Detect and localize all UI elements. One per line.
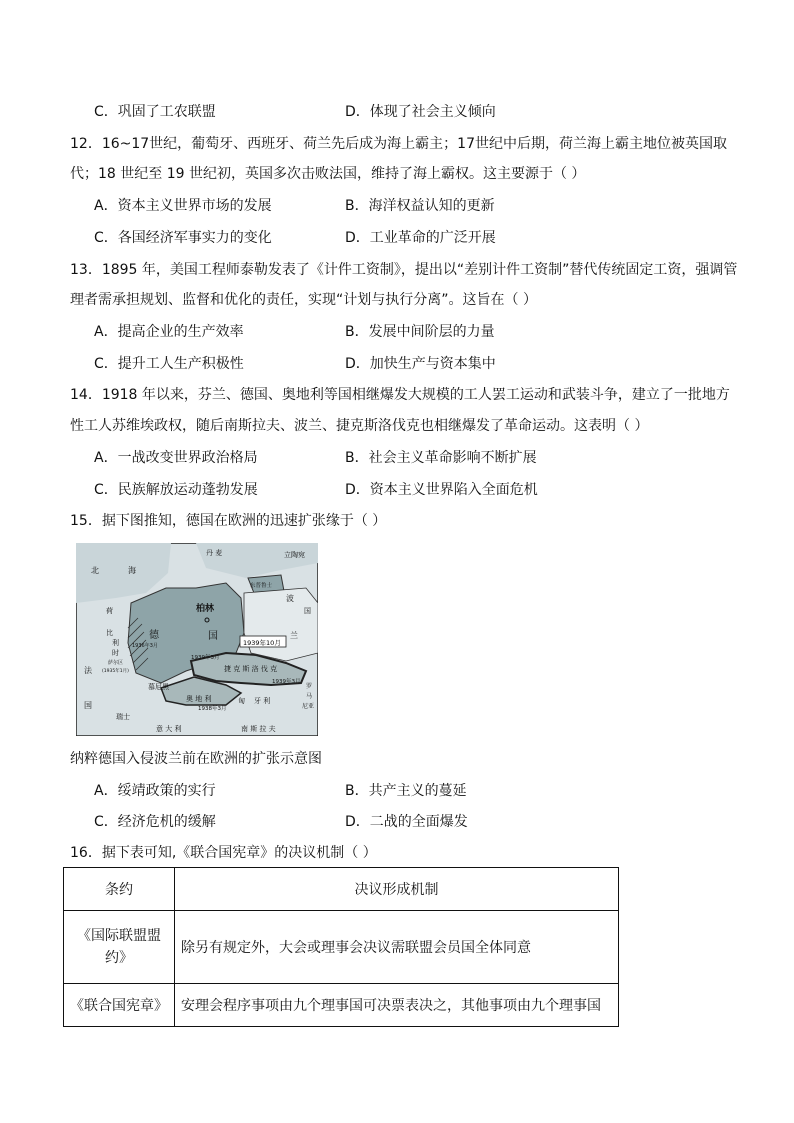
map-label-east-prussia: 东普鲁士 <box>250 583 273 589</box>
map-label-yugoslavia: 南 斯 拉 夫 <box>241 725 276 733</box>
map-caption: 纳粹德国入侵波兰前在欧洲的扩张示意图 <box>70 751 322 767</box>
q12-stem-line2: 代；18 世纪至 19 世纪初，英国多次击败法国，维持了海上霸权。这主要源于（ ） <box>70 166 586 182</box>
map-label-date4: 1938年3月 <box>198 706 227 712</box>
q15-option-a: A．绥靖政策的实行 <box>94 783 216 799</box>
q12-option-d: D．工业革命的广泛开展 <box>345 230 496 246</box>
q13-stem-line2: 理者需承担规划、监督和优化的责任，实现“计划与执行分离”。这旨在（ ） <box>70 292 537 308</box>
q15-option-c: C．经济危机的缓解 <box>94 814 216 830</box>
map-label-guo2: 国 <box>84 701 92 710</box>
map-label-north2: 海 <box>128 566 136 575</box>
map-label-niya: 尼亚 <box>302 703 315 710</box>
q15-option-d: D．二战的全面爆发 <box>345 814 468 830</box>
map-label-munich: 慕尼黑 <box>148 683 169 691</box>
q16-stem: 16．据下表可知,《联合国宪章》的决议机制（ ） <box>70 845 377 861</box>
q12-option-c: C．各国经济军事实力的变化 <box>94 230 272 246</box>
map-label-luo: 罗 <box>306 683 313 690</box>
map-label-saar-date: (1935年1月) <box>102 669 129 674</box>
table-row <box>64 984 619 1027</box>
table-cell-un-charter: 《联合国宪章》 <box>64 984 175 1027</box>
q14-stem-line2: 性工人苏维埃政权，随后南斯拉夫、波兰、捷克斯洛伐克也相继爆发了革命运动。这表明（ ） <box>70 418 649 434</box>
q11-option-d: D．体现了社会主义倾向 <box>345 104 496 120</box>
map-label-ma: 马 <box>306 693 313 700</box>
map-label-de: 德 <box>149 630 159 641</box>
map-label-italy: 意 大 利 <box>156 725 182 733</box>
q13-option-c: C．提升工人生产积极性 <box>94 356 244 372</box>
table-head-treaty: 条约 <box>64 868 175 911</box>
q12-stem-line1: 12．16~17世纪，葡萄牙、西班牙、荷兰先后成为海上霸主；17世纪中后期，荷兰海上霸主地位被英国取 <box>70 136 727 152</box>
table-cell-league-mechanism: 除另有规定外，大会或理事会决议需联盟会员国全体同意 <box>175 911 619 984</box>
table-header-row <box>64 868 619 911</box>
expansion-map <box>76 543 318 736</box>
map-label-lan: 兰 <box>290 631 298 640</box>
q13-option-d: D．加快生产与资本集中 <box>345 356 496 372</box>
q13-option-a: A．提高企业的生产效率 <box>94 324 244 340</box>
q13-stem-line1: 13．1895 年，美国工程师泰勒发表了《计件工资制》，提出以“差别计件工资制”替代传统固定工资，强调管 <box>70 262 738 278</box>
q14-option-a: A．一战改变世界政治格局 <box>94 450 258 466</box>
map-label-lithuania: 立陶宛 <box>284 551 305 559</box>
map-label-xiong: 匈 <box>238 697 245 705</box>
map-label-bi: 比 <box>106 629 113 637</box>
q11-option-c: C．巩固了工农联盟 <box>94 104 216 120</box>
map-label-fa: 法 <box>84 666 92 675</box>
q14-option-b: B．社会主义革命影响不断扩展 <box>345 450 537 466</box>
q15-stem: 15．据下图推知，德国在欧洲的迅速扩张缘于（ ） <box>70 513 387 529</box>
map-label-shi: 时 <box>112 649 119 657</box>
map-label-berlin: 柏林 <box>196 604 215 614</box>
map-label-yali: 牙 利 <box>254 697 271 705</box>
q13-option-b: B．发展中间阶层的力量 <box>345 324 495 340</box>
table-row <box>64 911 619 984</box>
table-head-mechanism: 决议形成机制 <box>175 868 619 911</box>
map-label-date2: 1939年3月 <box>191 655 220 661</box>
map-label-guo: 国 <box>208 631 218 642</box>
q12-option-b: B．海洋权益认知的更新 <box>345 198 495 214</box>
map-label-austria: 奥 地 利 <box>186 695 212 703</box>
q12-option-a: A．资本主义世界市场的发展 <box>94 198 272 214</box>
q14-stem-line1: 14．1918 年以来，芬兰、德国、奥地利等国相继爆发大规模的工人罢工运动和武装斗争，建立了一批地方 <box>70 387 730 403</box>
q14-option-c: C．民族解放运动蓬勃发展 <box>94 482 258 498</box>
map-label-ruishi: 瑞士 <box>116 713 130 721</box>
map-label-date3: 1939年3月 <box>272 679 301 685</box>
map-label-date5: 1936年3月 <box>132 643 158 649</box>
map-label-bo: 波 <box>286 594 294 603</box>
map-label-saar: 萨尔区 <box>108 660 124 666</box>
charter-table <box>63 867 619 1027</box>
map-label-he: 荷 <box>106 607 113 615</box>
map-label-bo-guo: 国 <box>304 607 311 615</box>
table-cell-un-mechanism: 安理会程序事项由九个理事国可决票表决之，其他事项由九个理事国 <box>175 984 619 1027</box>
map-label-czech: 捷 克 斯 洛 伐 克 <box>224 665 278 673</box>
map-label-north1: 北 <box>91 566 99 575</box>
q15-option-b: B．共产主义的蔓延 <box>345 783 467 799</box>
map-label-denmark: 丹 麦 <box>206 549 223 557</box>
map-label-li: 利 <box>112 639 119 647</box>
q14-option-d: D．资本主义世界陷入全面危机 <box>345 482 538 498</box>
table-cell-league-covenant: 《国际联盟盟约》 <box>64 911 175 984</box>
map-label-date1: 1939年10月 <box>243 639 281 647</box>
